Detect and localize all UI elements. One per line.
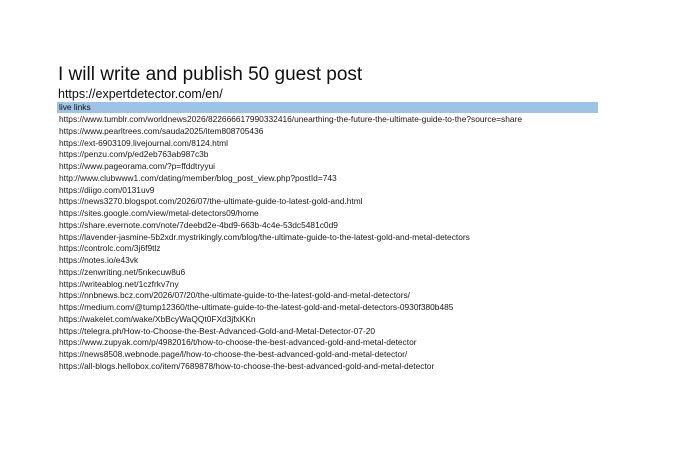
link-item[interactable]: https://www.zupyak.com/p/4982016/t/how-to-choose-the-best-advanced-gold-and-metal-detector [59,337,417,348]
link-item[interactable]: https://writeablog.net/1czfrkv7ny [59,278,179,289]
link-item[interactable]: https://wakelet.com/wake/XbBcyWaQQt0FXd3jfxKKn [59,313,256,324]
links-list [59,114,649,373]
link-item[interactable]: https://news3270.blogspot.com/2026/07/the-ultimate-guide-to-latest-gold-and.html [59,196,363,207]
link-item[interactable]: http://www.clubwww1.com/dating/member/blog_post_view.php?postId=743 [59,172,337,183]
live-links-header-label: live links [59,102,91,112]
document-title: I will write and publish 50 guest post [58,64,363,85]
link-item[interactable]: https://share.evernote.com/note/7deebd2e-4bd9-663b-4c4e-53dc5481c0d9 [59,219,338,230]
live-links-header [57,102,598,113]
document-subtitle: https://expertdetector.com/en/ [58,87,223,101]
link-item[interactable]: https://www.pageorama.com/?p=ffddtryyui [59,161,216,171]
link-item[interactable]: https://controlc.com/3j6f9tlz [59,243,161,254]
link-item[interactable]: https://www.pearltrees.com/sauda2025/item808705436 [59,125,264,136]
link-item[interactable]: https://sites.google.com/view/metal-detectors09/home [59,208,259,218]
link-item[interactable]: https://lavender-jasmine-5b2xdr.mystrikingly.com/blog/the-ultimate-guide-to-the-latest-gold-and-metal-detectors [59,231,470,242]
link-item[interactable]: https://www.tumblr.com/worldnews2026/822666617990332416/unearthing-the-future-the-ultimate-guide-to-the?source=share [59,114,522,124]
link-item[interactable]: https://zenwriting.net/5nkecuw8u6 [59,266,186,277]
link-item[interactable]: https://notes.io/e43vk [59,255,139,265]
link-item[interactable]: https://medium.com/@tump12360/the-ultimate-guide-to-the-latest-gold-and-metal-detectors-0930f380b485 [59,302,454,312]
link-item[interactable]: https://ext-6903109.livejournal.com/8124.html [59,137,228,148]
link-item[interactable]: https://telegra.ph/How-to-Choose-the-Best-Advanced-Gold-and-Metal-Detector-07-20 [59,325,376,336]
link-item[interactable]: https://news8508.webnode.page/l/how-to-choose-the-best-advanced-gold-and-metal-detector/ [59,349,408,359]
link-item[interactable]: https://penzu.com/p/ed2eb763ab987c3b [59,149,209,160]
link-item[interactable]: https://nnbnews.bcz.com/2026/07/20/the-ultimate-guide-to-the-latest-gold-and-metal-detectors/ [59,290,411,301]
link-item[interactable]: https://diigo.com/0131uv9 [59,184,155,195]
link-item[interactable]: https://all-blogs.hellobox.co/item/7689878/how-to-choose-the-best-advanced-gold-and-metal-detector [59,360,435,371]
